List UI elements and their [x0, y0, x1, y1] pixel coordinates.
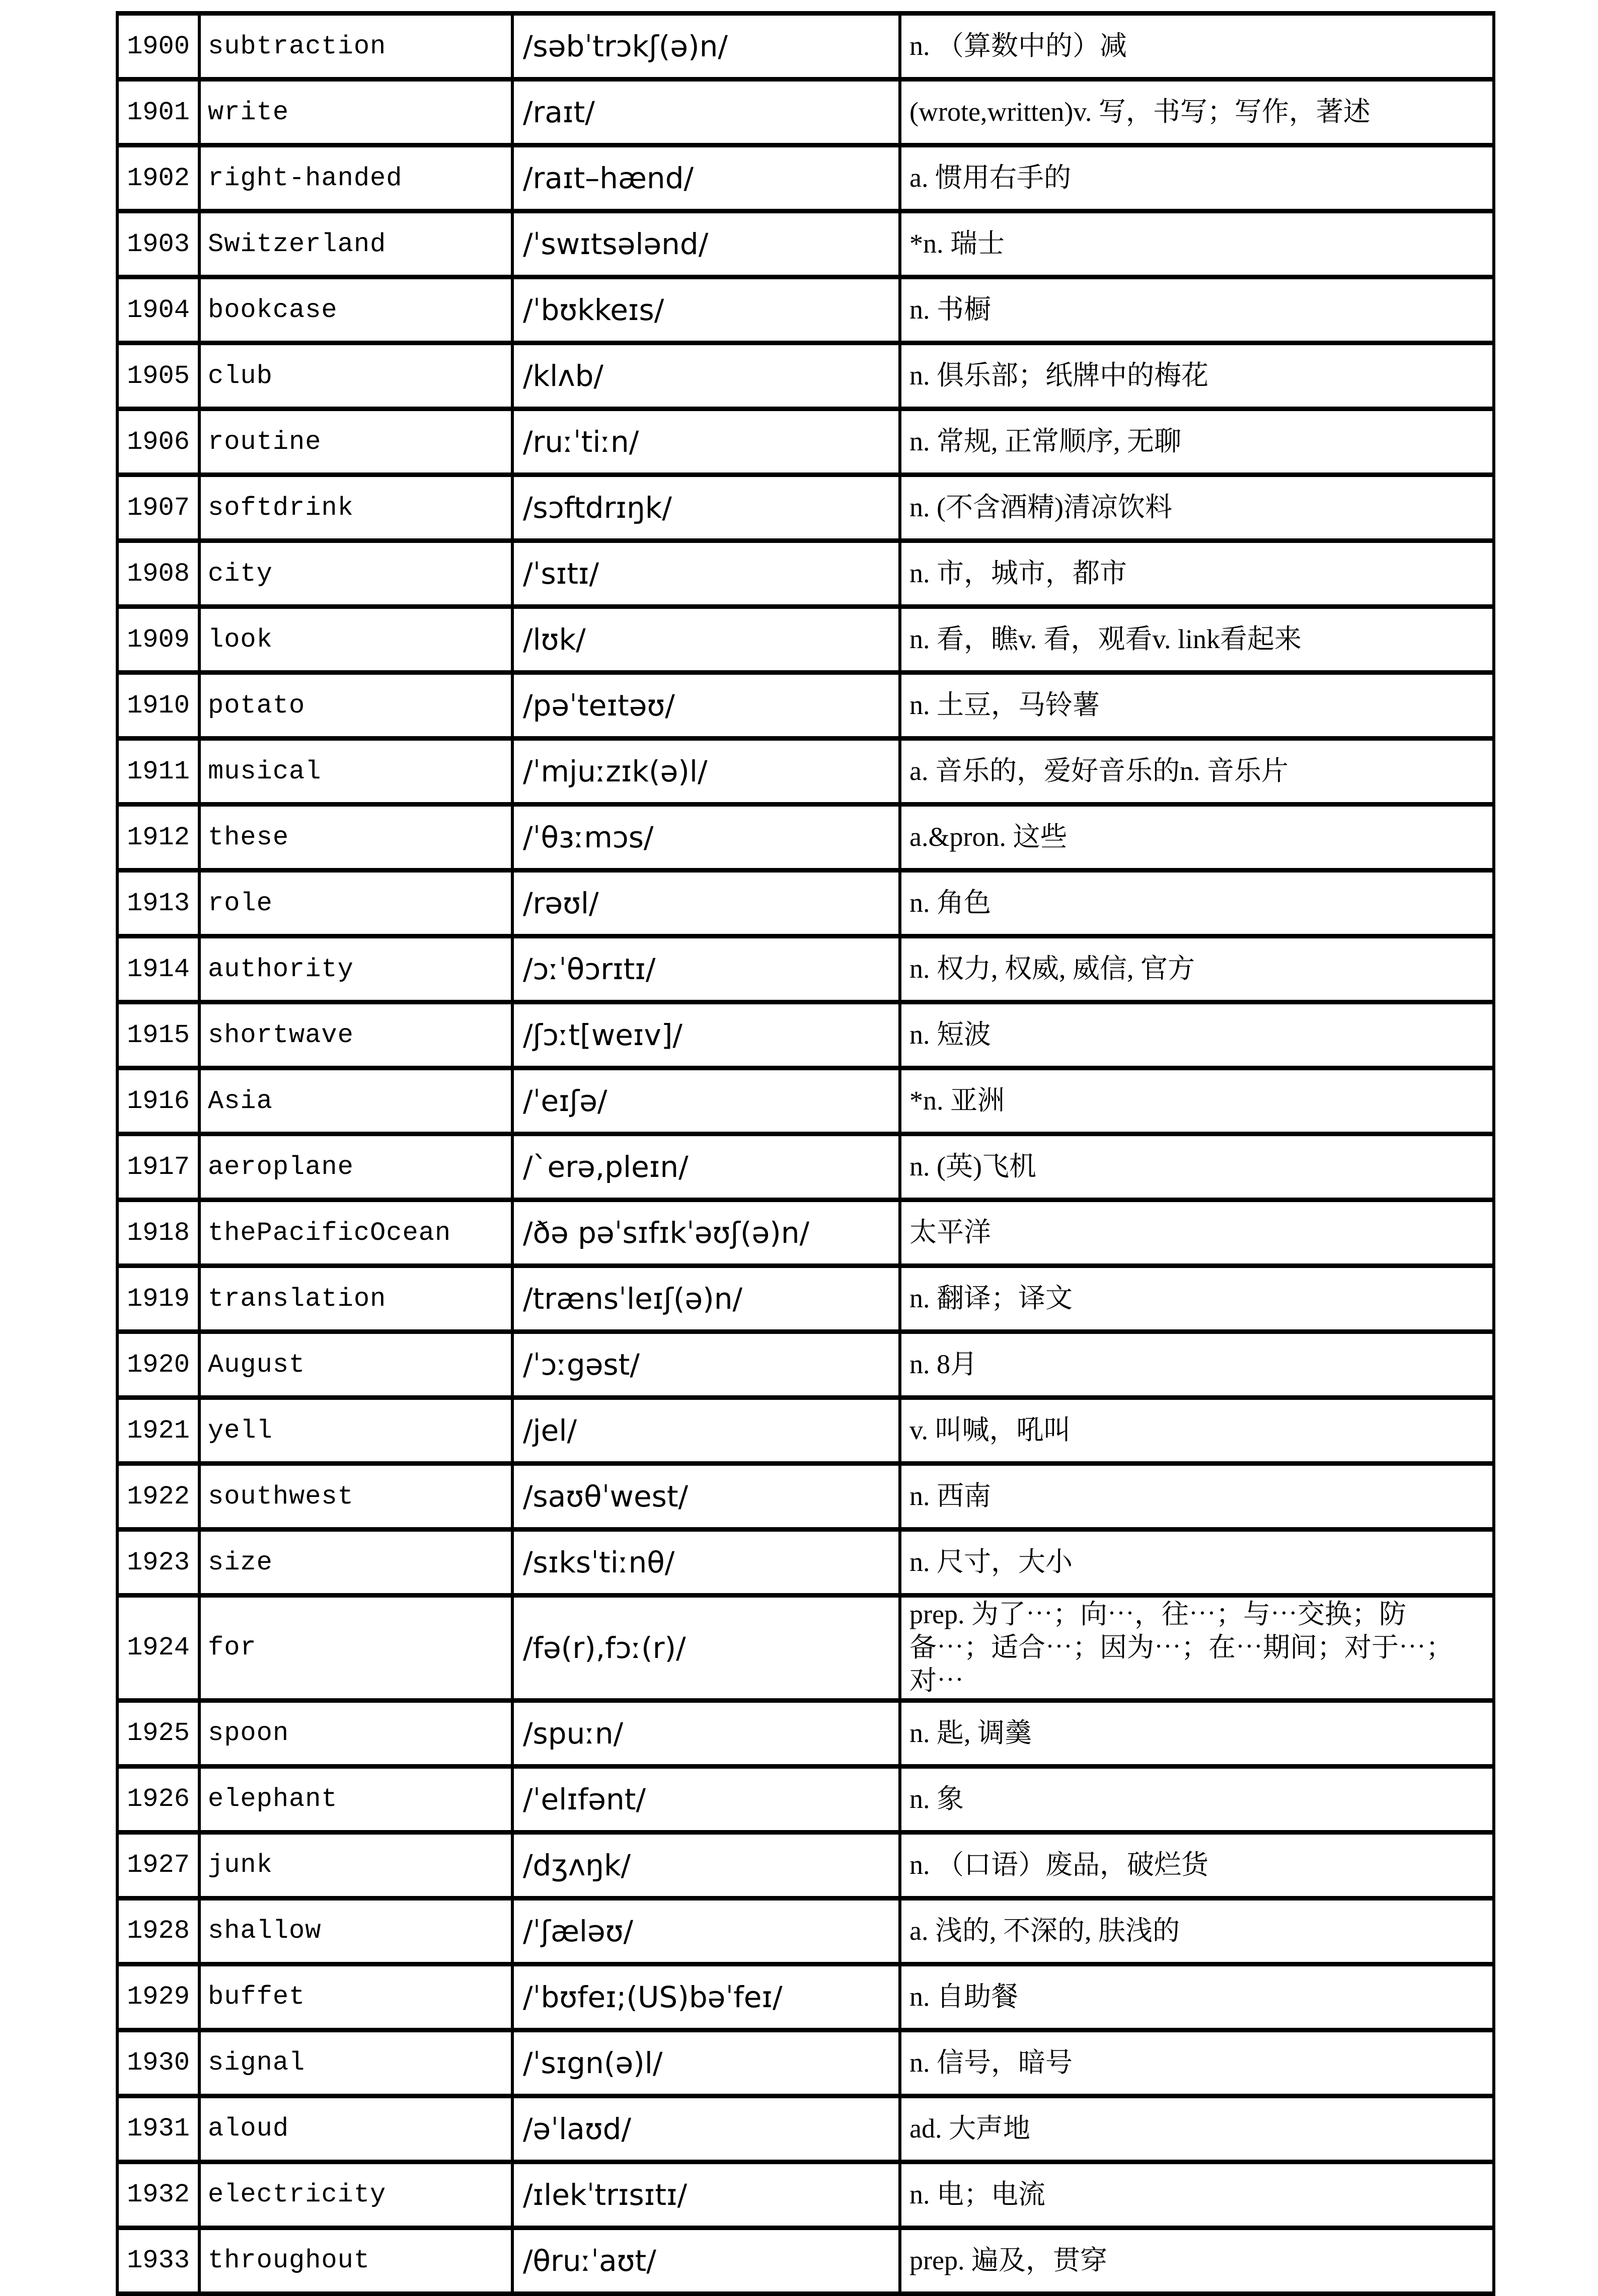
word-cell: Asia	[199, 1068, 512, 1134]
word-cell: role	[199, 870, 512, 936]
phonetic-cell: /ˈbʊkkeɪs/	[512, 277, 900, 343]
table-row	[117, 805, 1494, 870]
phonetic-cell: /ˈsɪgn(ə)l/	[512, 2030, 900, 2096]
table-row	[117, 1134, 1494, 1200]
meaning-cell: a. 浅的, 不深的, 肤浅的	[900, 1898, 1494, 1964]
word-cell: elephant	[199, 1766, 512, 1832]
row-number-cell: 1917	[117, 1134, 199, 1200]
meaning-cell: prep. 遍及，贯穿	[900, 2228, 1494, 2293]
meaning-cell: n. 翻译；译文	[900, 1266, 1494, 1332]
phonetic-cell: /sɔftdrɪŋk/	[512, 475, 900, 541]
row-number-cell: 1930	[117, 2030, 199, 2096]
word-cell: shallow	[199, 1898, 512, 1964]
word-cell: club	[199, 343, 512, 409]
table-row	[117, 2096, 1494, 2162]
table-row	[117, 343, 1494, 409]
table-row	[117, 1700, 1494, 1766]
word-cell: authority	[199, 936, 512, 1002]
phonetic-cell: /ˈʃæləʊ/	[512, 1898, 900, 1964]
row-number-cell: 1931	[117, 2096, 199, 2162]
word-cell: thePacificOcean	[199, 1200, 512, 1266]
vocab-body	[117, 14, 1494, 2294]
row-number-cell: 1926	[117, 1766, 199, 1832]
phonetic-cell: /raɪt/	[512, 80, 900, 145]
meaning-cell: n. 西南	[900, 1464, 1494, 1530]
table-row	[117, 2228, 1494, 2293]
table-row	[117, 475, 1494, 541]
meaning-cell: n. 短波	[900, 1002, 1494, 1068]
phonetic-cell: /trænsˈleɪʃ(ə)n/	[512, 1266, 900, 1332]
word-cell: electricity	[199, 2162, 512, 2228]
row-number-cell: 1929	[117, 1964, 199, 2030]
row-number-cell: 1903	[117, 211, 199, 277]
phonetic-cell: /ˈθɜːmɔs/	[512, 805, 900, 870]
word-cell: translation	[199, 1266, 512, 1332]
row-number-cell: 1906	[117, 409, 199, 475]
row-number-cell: 1924	[117, 1596, 199, 1701]
meaning-cell: n. 书橱	[900, 277, 1494, 343]
table-row	[117, 1200, 1494, 1266]
row-number-cell: 1912	[117, 805, 199, 870]
word-cell: softdrink	[199, 475, 512, 541]
row-number-cell: 1901	[117, 80, 199, 145]
row-number-cell: 1925	[117, 1700, 199, 1766]
row-number-cell: 1928	[117, 1898, 199, 1964]
word-cell: look	[199, 607, 512, 673]
phonetic-cell: /ruːˈtiːn/	[512, 409, 900, 475]
meaning-cell: n. 8月	[900, 1332, 1494, 1398]
table-row	[117, 409, 1494, 475]
word-cell: routine	[199, 409, 512, 475]
phonetic-cell: /əˈlaʊd/	[512, 2096, 900, 2162]
row-number-cell: 1904	[117, 277, 199, 343]
row-number-cell: 1909	[117, 607, 199, 673]
word-cell: buffet	[199, 1964, 512, 2030]
phonetic-cell: /ʃɔːt[weɪv]/	[512, 1002, 900, 1068]
table-row	[117, 1002, 1494, 1068]
table-row	[117, 607, 1494, 673]
word-cell: signal	[199, 2030, 512, 2096]
phonetic-cell: /klʌb/	[512, 343, 900, 409]
word-cell: August	[199, 1332, 512, 1398]
meaning-cell: n. （口语）废品，破烂货	[900, 1832, 1494, 1898]
word-cell: musical	[199, 739, 512, 805]
table-row	[117, 1530, 1494, 1596]
word-cell: size	[199, 1530, 512, 1596]
table-row	[117, 1068, 1494, 1134]
table-row	[117, 1596, 1494, 1701]
phonetic-cell: /saʊθˈwest/	[512, 1464, 900, 1530]
phonetic-cell: /pəˈteɪtəʊ/	[512, 673, 900, 739]
phonetic-cell: /fə(r),fɔː(r)/	[512, 1596, 900, 1701]
meaning-cell: n. 信号，暗号	[900, 2030, 1494, 2096]
phonetic-cell: /ˈɔːgəst/	[512, 1332, 900, 1398]
table-row	[117, 541, 1494, 607]
table-row	[117, 1964, 1494, 2030]
table-row	[117, 739, 1494, 805]
meaning-cell: 太平洋	[900, 1200, 1494, 1266]
word-cell: throughout	[199, 2228, 512, 2293]
row-number-cell: 1919	[117, 1266, 199, 1332]
table-row	[117, 211, 1494, 277]
table-row	[117, 1464, 1494, 1530]
meaning-cell: v. 叫喊，吼叫	[900, 1398, 1494, 1464]
word-cell: aloud	[199, 2096, 512, 2162]
word-cell: yell	[199, 1398, 512, 1464]
row-number-cell: 1916	[117, 1068, 199, 1134]
word-cell: for	[199, 1596, 512, 1701]
table-row	[117, 14, 1494, 80]
word-cell: spoon	[199, 1700, 512, 1766]
word-cell: aeroplane	[199, 1134, 512, 1200]
phonetic-cell: /ɔːˈθɔrɪtɪ/	[512, 936, 900, 1002]
row-number-cell: 1913	[117, 870, 199, 936]
word-cell: write	[199, 80, 512, 145]
meaning-cell: n. 象	[900, 1766, 1494, 1832]
meaning-cell: n. 权力, 权威, 威信, 官方	[900, 936, 1494, 1002]
row-number-cell: 1911	[117, 739, 199, 805]
phonetic-cell: /ˈelɪfənt/	[512, 1766, 900, 1832]
phonetic-cell: /lʊk/	[512, 607, 900, 673]
table-row	[117, 1398, 1494, 1464]
meaning-cell: n. 俱乐部；纸牌中的梅花	[900, 343, 1494, 409]
phonetic-cell: /rəʊl/	[512, 870, 900, 936]
phonetic-cell: /ˈbʊfeɪ;(US)bəˈfeɪ/	[512, 1964, 900, 2030]
meaning-cell: n. (不含酒精)清凉饮料	[900, 475, 1494, 541]
word-cell: shortwave	[199, 1002, 512, 1068]
row-number-cell: 1918	[117, 1200, 199, 1266]
phonetic-cell: /θruːˈaʊt/	[512, 2228, 900, 2293]
meaning-cell: *n. 瑞士	[900, 211, 1494, 277]
meaning-cell: n. 电；电流	[900, 2162, 1494, 2228]
meaning-cell: (wrote,written)v. 写，书写；写作，著述	[900, 80, 1494, 145]
meaning-cell: a.&pron. 这些	[900, 805, 1494, 870]
row-number-cell: 1908	[117, 541, 199, 607]
row-number-cell: 1910	[117, 673, 199, 739]
table-row	[117, 277, 1494, 343]
meaning-cell: n. 常规, 正常顺序, 无聊	[900, 409, 1494, 475]
table-row	[117, 936, 1494, 1002]
meaning-cell: prep. 为了⋯；向⋯，往⋯；与⋯交换；防备⋯；适合⋯；因为⋯；在⋯期间；对于⋯；对⋯	[900, 1596, 1494, 1701]
row-number-cell: 1923	[117, 1530, 199, 1596]
row-number-cell: 1900	[117, 14, 199, 80]
meaning-cell: a. 音乐的，爱好音乐的n. 音乐片	[900, 739, 1494, 805]
word-cell: southwest	[199, 1464, 512, 1530]
table-row	[117, 1332, 1494, 1398]
word-cell: junk	[199, 1832, 512, 1898]
table-row	[117, 2030, 1494, 2096]
phonetic-cell: /`erə,pleɪn/	[512, 1134, 900, 1200]
row-number-cell: 1921	[117, 1398, 199, 1464]
row-number-cell: 1927	[117, 1832, 199, 1898]
phonetic-cell: /raɪt–hænd/	[512, 145, 900, 211]
word-cell: potato	[199, 673, 512, 739]
table-row	[117, 1266, 1494, 1332]
meaning-cell: n. 尺寸，大小	[900, 1530, 1494, 1596]
row-number-cell: 1902	[117, 145, 199, 211]
row-number-cell: 1932	[117, 2162, 199, 2228]
row-number-cell: 1933	[117, 2228, 199, 2293]
table-row	[117, 80, 1494, 145]
row-number-cell: 1920	[117, 1332, 199, 1398]
table-row	[117, 2162, 1494, 2228]
phonetic-cell: /səbˈtrɔkʃ(ə)n/	[512, 14, 900, 80]
meaning-cell: *n. 亚洲	[900, 1068, 1494, 1134]
meaning-cell: n. 土豆，马铃薯	[900, 673, 1494, 739]
phonetic-cell: /jel/	[512, 1398, 900, 1464]
meaning-cell: n. 市，城市，都市	[900, 541, 1494, 607]
meaning-cell: a. 惯用右手的	[900, 145, 1494, 211]
row-number-cell: 1922	[117, 1464, 199, 1530]
phonetic-cell: /ɪlekˈtrɪsɪtɪ/	[512, 2162, 900, 2228]
phonetic-cell: /sɪksˈtiːnθ/	[512, 1530, 900, 1596]
word-cell: city	[199, 541, 512, 607]
table-row	[117, 1766, 1494, 1832]
word-cell: bookcase	[199, 277, 512, 343]
word-cell: subtraction	[199, 14, 512, 80]
meaning-cell: n. 自助餐	[900, 1964, 1494, 2030]
row-number-cell: 1914	[117, 936, 199, 1002]
table-row	[117, 1898, 1494, 1964]
phonetic-cell: /ˈswɪtsələnd/	[512, 211, 900, 277]
word-cell: Switzerland	[199, 211, 512, 277]
word-cell: these	[199, 805, 512, 870]
table-row	[117, 1832, 1494, 1898]
table-row	[117, 145, 1494, 211]
row-number-cell: 1905	[117, 343, 199, 409]
phonetic-cell: /dʒʌŋk/	[512, 1832, 900, 1898]
table-row	[117, 870, 1494, 936]
meaning-cell: n. 角色	[900, 870, 1494, 936]
vocabulary-table	[116, 11, 1495, 2296]
table-row	[117, 673, 1494, 739]
phonetic-cell: /spuːn/	[512, 1700, 900, 1766]
meaning-cell: n. 看，瞧v. 看，观看v. link看起来	[900, 607, 1494, 673]
phonetic-cell: /ˈsɪtɪ/	[512, 541, 900, 607]
meaning-cell: n. (英)飞机	[900, 1134, 1494, 1200]
phonetic-cell: /ðə pəˈsɪfɪkˈəʊʃ(ə)n/	[512, 1200, 900, 1266]
meaning-cell: n. （算数中的）减	[900, 14, 1494, 80]
phonetic-cell: /ˈeɪʃə/	[512, 1068, 900, 1134]
meaning-cell: ad. 大声地	[900, 2096, 1494, 2162]
phonetic-cell: /ˈmjuːzɪk(ə)l/	[512, 739, 900, 805]
word-cell: right-handed	[199, 145, 512, 211]
row-number-cell: 1907	[117, 475, 199, 541]
meaning-cell: n. 匙, 调羹	[900, 1700, 1494, 1766]
row-number-cell: 1915	[117, 1002, 199, 1068]
